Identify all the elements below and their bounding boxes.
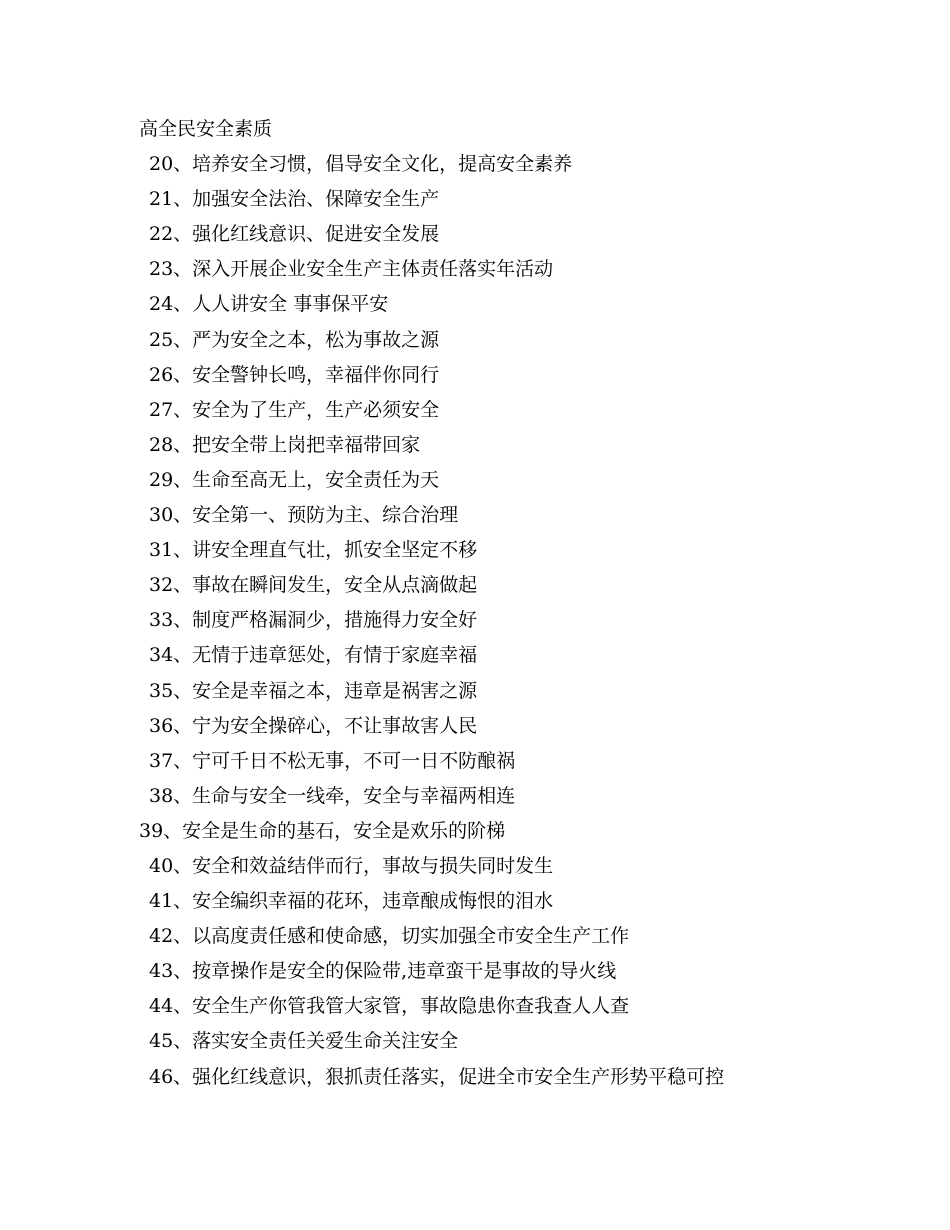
slogan-line: 39、安全是生命的基石，安全是欢乐的阶梯 — [139, 819, 506, 842]
slogan-line: 37、宁可千日不松无事，不可一日不防酿祸 — [149, 749, 516, 772]
slogan-line: 29、生命至高无上，安全责任为天 — [149, 468, 440, 491]
slogan-line: 21、加强安全法治、保障安全生产 — [149, 188, 440, 211]
slogan-list — [139, 112, 919, 1095]
slogan-line: 34、无情于违章惩处，有情于家庭幸福 — [149, 644, 478, 667]
slogan-line: 31、讲安全理直气壮，抓安全坚定不移 — [149, 539, 478, 562]
slogan-line: 23、深入开展企业安全生产主体责任落实年活动 — [149, 258, 554, 281]
slogan-line: 22、强化红线意识、促进安全发展 — [149, 223, 440, 246]
slogan-line: 40、安全和效益结伴而行，事故与损失同时发生 — [149, 854, 554, 877]
continuation-line: 高全民安全素质 — [139, 118, 273, 140]
slogan-line: 25、严为安全之本，松为事故之源 — [149, 328, 440, 351]
slogan-line: 26、安全警钟长鸣，幸福伴你同行 — [149, 363, 440, 386]
slogan-line: 30、安全第一、预防为主、综合治理 — [149, 504, 459, 527]
slogan-line: 32、事故在瞬间发生，安全从点滴做起 — [149, 574, 478, 597]
slogan-line: 27、安全为了生产，生产必须安全 — [149, 398, 440, 421]
slogan-line: 45、落实安全责任关爱生命关注安全 — [149, 1030, 459, 1053]
slogan-line: 41、安全编织幸福的花环，违章酿成悔恨的泪水 — [149, 890, 554, 913]
slogan-line: 28、把安全带上岗把幸福带回家 — [149, 433, 421, 456]
slogan-line: 36、宁为安全操碎心，不让事故害人民 — [149, 714, 478, 737]
slogan-line: 33、制度严格漏洞少，措施得力安全好 — [149, 609, 478, 632]
slogan-line: 24、人人讲安全 事事保平安 — [149, 293, 389, 316]
slogan-line: 46、强化红线意识，狠抓责任落实，促进全市安全生产形势平稳可控 — [149, 1065, 725, 1088]
slogan-line: 44、安全生产你管我管大家管，事故隐患你查我查人人查 — [149, 995, 630, 1018]
slogan-line: 20、培养安全习惯，倡导安全文化，提高安全素养 — [149, 153, 573, 176]
slogan-line: 38、生命与安全一线牵，安全与幸福两相连 — [149, 784, 516, 807]
slogan-line: 42、以高度责任感和使命感，切实加强全市安全生产工作 — [149, 925, 630, 948]
slogan-line: 35、安全是幸福之本，违章是祸害之源 — [149, 679, 478, 702]
slogan-line: 43、按章操作是安全的保险带,违章蛮干是事故的导火线 — [149, 960, 617, 983]
